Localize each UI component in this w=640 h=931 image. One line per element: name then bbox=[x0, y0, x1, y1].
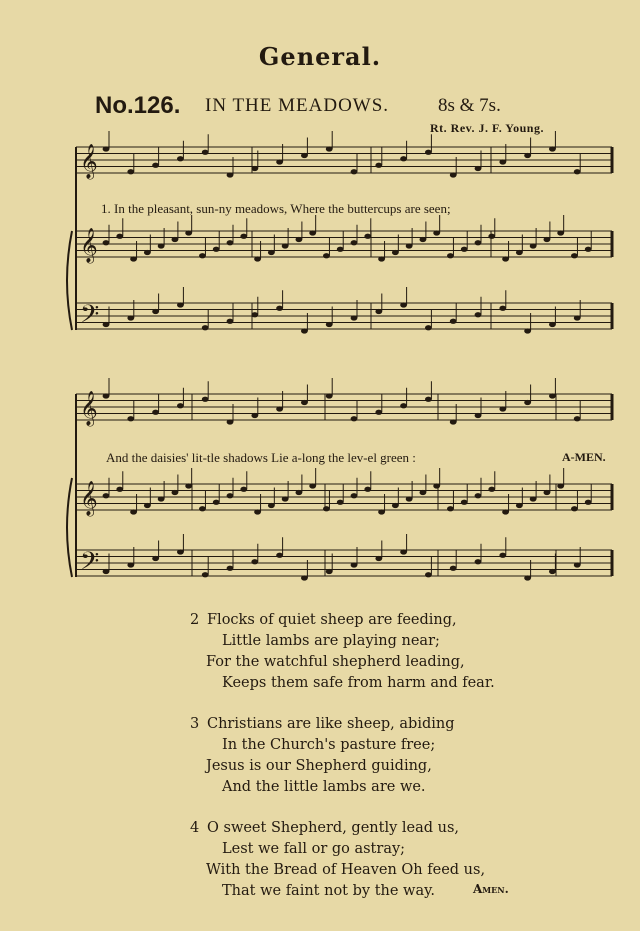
treble-clef-icon: 𝄞 bbox=[80, 144, 98, 179]
note-head bbox=[400, 302, 407, 307]
note-head bbox=[309, 230, 316, 235]
note-head bbox=[351, 493, 358, 498]
verse-line: That we faint not by the way. bbox=[222, 883, 435, 899]
note-head bbox=[282, 496, 289, 501]
piano-brace bbox=[67, 231, 72, 330]
lyric-line-1: 1. In the pleasant, sun-ny meadows, Where the buttercups are seen; bbox=[101, 201, 451, 216]
note-head bbox=[549, 146, 556, 151]
note-head bbox=[116, 234, 123, 239]
note-head bbox=[130, 256, 137, 261]
note-head bbox=[301, 328, 308, 333]
note-head bbox=[364, 487, 371, 492]
bass-clef-icon: 𝄢 bbox=[80, 300, 100, 335]
note-head bbox=[152, 163, 159, 168]
note-head bbox=[202, 397, 209, 402]
note-head bbox=[400, 403, 407, 408]
note-head bbox=[475, 413, 482, 418]
note-head bbox=[276, 406, 283, 411]
note-head bbox=[268, 250, 275, 255]
section-heading: General. bbox=[258, 42, 382, 71]
note-head bbox=[351, 169, 358, 174]
note-head bbox=[227, 240, 234, 245]
note-head bbox=[425, 325, 432, 330]
note-head bbox=[392, 250, 399, 255]
note-head bbox=[127, 169, 134, 174]
note-head bbox=[127, 562, 134, 567]
note-head bbox=[326, 322, 333, 327]
note-head bbox=[152, 556, 159, 561]
verse-number: 4 bbox=[190, 820, 200, 836]
note-head bbox=[144, 503, 151, 508]
note-head bbox=[227, 319, 234, 324]
note-head bbox=[585, 500, 592, 505]
verse-line: Keeps them safe from harm and fear. bbox=[222, 675, 495, 691]
note-head bbox=[406, 496, 413, 501]
note-head bbox=[516, 250, 523, 255]
note-head bbox=[282, 243, 289, 248]
note-head bbox=[177, 156, 184, 161]
note-head bbox=[240, 234, 247, 239]
verse-line: For the watchful shepherd leading, bbox=[206, 654, 465, 670]
note-head bbox=[549, 322, 556, 327]
treble-clef-icon: 𝄞 bbox=[80, 481, 98, 516]
note-head bbox=[450, 419, 457, 424]
note-head bbox=[171, 237, 178, 242]
treble-clef-icon: 𝄞 bbox=[80, 228, 98, 263]
note-head bbox=[419, 490, 426, 495]
note-head bbox=[326, 569, 333, 574]
note-head bbox=[185, 230, 192, 235]
note-head bbox=[447, 506, 454, 511]
note-head bbox=[433, 483, 440, 488]
note-head bbox=[543, 237, 550, 242]
bass-clef-icon: 𝄢 bbox=[80, 547, 100, 582]
note-head bbox=[475, 312, 482, 317]
note-head bbox=[585, 247, 592, 252]
verse-line: Little lambs are playing near; bbox=[222, 633, 440, 649]
note-head bbox=[543, 490, 550, 495]
verse-line: Jesus is our Shepherd guiding, bbox=[206, 758, 432, 774]
note-head bbox=[375, 163, 382, 168]
note-head bbox=[499, 406, 506, 411]
note-head bbox=[524, 153, 531, 158]
verse-line: And the little lambs are we. bbox=[222, 779, 426, 795]
note-head bbox=[152, 410, 159, 415]
note-head bbox=[488, 234, 495, 239]
note-head bbox=[185, 483, 192, 488]
note-head bbox=[425, 397, 432, 402]
lyric-line-2: And the daisies' lit-tle shadows Lie a-long the lev-el green : bbox=[106, 450, 416, 465]
note-head bbox=[557, 230, 564, 235]
note-head bbox=[158, 243, 165, 248]
treble-clef-icon: 𝄞 bbox=[80, 391, 98, 426]
note-head bbox=[400, 549, 407, 554]
verse-line: Christians are like sheep, abiding bbox=[207, 716, 455, 732]
verse-line: In the Church's pasture free; bbox=[222, 737, 436, 753]
note-head bbox=[103, 393, 110, 398]
note-head bbox=[351, 315, 358, 320]
note-head bbox=[450, 172, 457, 177]
note-head bbox=[144, 250, 151, 255]
note-head bbox=[127, 315, 134, 320]
note-head bbox=[450, 566, 457, 571]
note-head bbox=[202, 325, 209, 330]
note-head bbox=[530, 496, 537, 501]
note-head bbox=[268, 503, 275, 508]
lyric-amen: A-MEN. bbox=[562, 450, 606, 464]
note-head bbox=[323, 506, 330, 511]
note-head bbox=[549, 393, 556, 398]
note-head bbox=[530, 243, 537, 248]
note-head bbox=[499, 306, 506, 311]
hymn-title: IN THE MEADOWS. bbox=[205, 95, 390, 116]
note-head bbox=[309, 483, 316, 488]
note-head bbox=[103, 569, 110, 574]
note-head bbox=[502, 509, 509, 514]
note-head bbox=[301, 575, 308, 580]
note-head bbox=[571, 253, 578, 258]
note-head bbox=[130, 509, 137, 514]
note-head bbox=[378, 256, 385, 261]
note-head bbox=[557, 483, 564, 488]
verse-number: 3 bbox=[190, 716, 200, 732]
note-head bbox=[251, 166, 258, 171]
note-head bbox=[199, 253, 206, 258]
note-head bbox=[574, 562, 581, 567]
note-head bbox=[254, 256, 261, 261]
note-head bbox=[502, 256, 509, 261]
note-head bbox=[301, 400, 308, 405]
note-head bbox=[227, 172, 234, 177]
note-head bbox=[425, 572, 432, 577]
note-head bbox=[375, 410, 382, 415]
note-head bbox=[574, 169, 581, 174]
note-head bbox=[301, 153, 308, 158]
note-head bbox=[240, 487, 247, 492]
note-head bbox=[103, 146, 110, 151]
note-head bbox=[177, 302, 184, 307]
note-head bbox=[475, 493, 482, 498]
note-head bbox=[227, 419, 234, 424]
note-head bbox=[276, 553, 283, 558]
note-head bbox=[202, 572, 209, 577]
note-head bbox=[351, 562, 358, 567]
verse-line: With the Bread of Heaven Oh feed us, bbox=[206, 862, 486, 878]
note-head bbox=[400, 156, 407, 161]
note-head bbox=[406, 243, 413, 248]
note-head bbox=[254, 509, 261, 514]
note-head bbox=[351, 240, 358, 245]
note-head bbox=[524, 328, 531, 333]
piano-brace bbox=[67, 478, 72, 577]
note-head bbox=[475, 166, 482, 171]
note-head bbox=[276, 306, 283, 311]
note-head bbox=[524, 400, 531, 405]
note-head bbox=[199, 506, 206, 511]
note-head bbox=[574, 315, 581, 320]
note-head bbox=[488, 487, 495, 492]
note-head bbox=[326, 146, 333, 151]
note-head bbox=[524, 575, 531, 580]
note-head bbox=[549, 569, 556, 574]
note-head bbox=[171, 490, 178, 495]
verse-line: Lest we fall or go astray; bbox=[222, 841, 406, 857]
verse-line: O sweet Shepherd, gently lead us, bbox=[207, 820, 460, 836]
note-head bbox=[177, 549, 184, 554]
note-head bbox=[326, 393, 333, 398]
note-head bbox=[227, 566, 234, 571]
note-head bbox=[475, 559, 482, 564]
note-head bbox=[419, 237, 426, 242]
note-head bbox=[392, 503, 399, 508]
note-head bbox=[227, 493, 234, 498]
note-head bbox=[499, 553, 506, 558]
note-head bbox=[251, 312, 258, 317]
note-head bbox=[323, 253, 330, 258]
closing-amen: Amen. bbox=[473, 882, 509, 896]
hymn-number: No.126. bbox=[95, 92, 181, 119]
note-head bbox=[103, 493, 110, 498]
note-head bbox=[127, 416, 134, 421]
note-head bbox=[499, 159, 506, 164]
note-head bbox=[213, 500, 220, 505]
note-head bbox=[375, 556, 382, 561]
note-head bbox=[337, 500, 344, 505]
note-head bbox=[202, 150, 209, 155]
note-head bbox=[103, 322, 110, 327]
composer-credit: Rt. Rev. J. F. Young. bbox=[430, 121, 544, 135]
note-head bbox=[450, 319, 457, 324]
note-head bbox=[295, 237, 302, 242]
note-head bbox=[447, 253, 454, 258]
hymn-meter: 8s & 7s. bbox=[438, 95, 501, 116]
note-head bbox=[337, 247, 344, 252]
note-head bbox=[276, 159, 283, 164]
note-head bbox=[152, 309, 159, 314]
note-head bbox=[433, 230, 440, 235]
note-head bbox=[295, 490, 302, 495]
note-head bbox=[378, 509, 385, 514]
note-head bbox=[103, 240, 110, 245]
note-head bbox=[574, 416, 581, 421]
note-head bbox=[364, 234, 371, 239]
note-head bbox=[251, 413, 258, 418]
verse-number: 2 bbox=[190, 612, 200, 628]
note-head bbox=[425, 150, 432, 155]
note-head bbox=[158, 496, 165, 501]
note-head bbox=[116, 487, 123, 492]
note-head bbox=[177, 403, 184, 408]
note-head bbox=[461, 247, 468, 252]
note-head bbox=[351, 416, 358, 421]
note-head bbox=[571, 506, 578, 511]
note-head bbox=[375, 309, 382, 314]
verse-line: Flocks of quiet sheep are feeding, bbox=[207, 612, 457, 628]
note-head bbox=[461, 500, 468, 505]
note-head bbox=[475, 240, 482, 245]
note-head bbox=[251, 559, 258, 564]
note-head bbox=[516, 503, 523, 508]
note-head bbox=[213, 247, 220, 252]
